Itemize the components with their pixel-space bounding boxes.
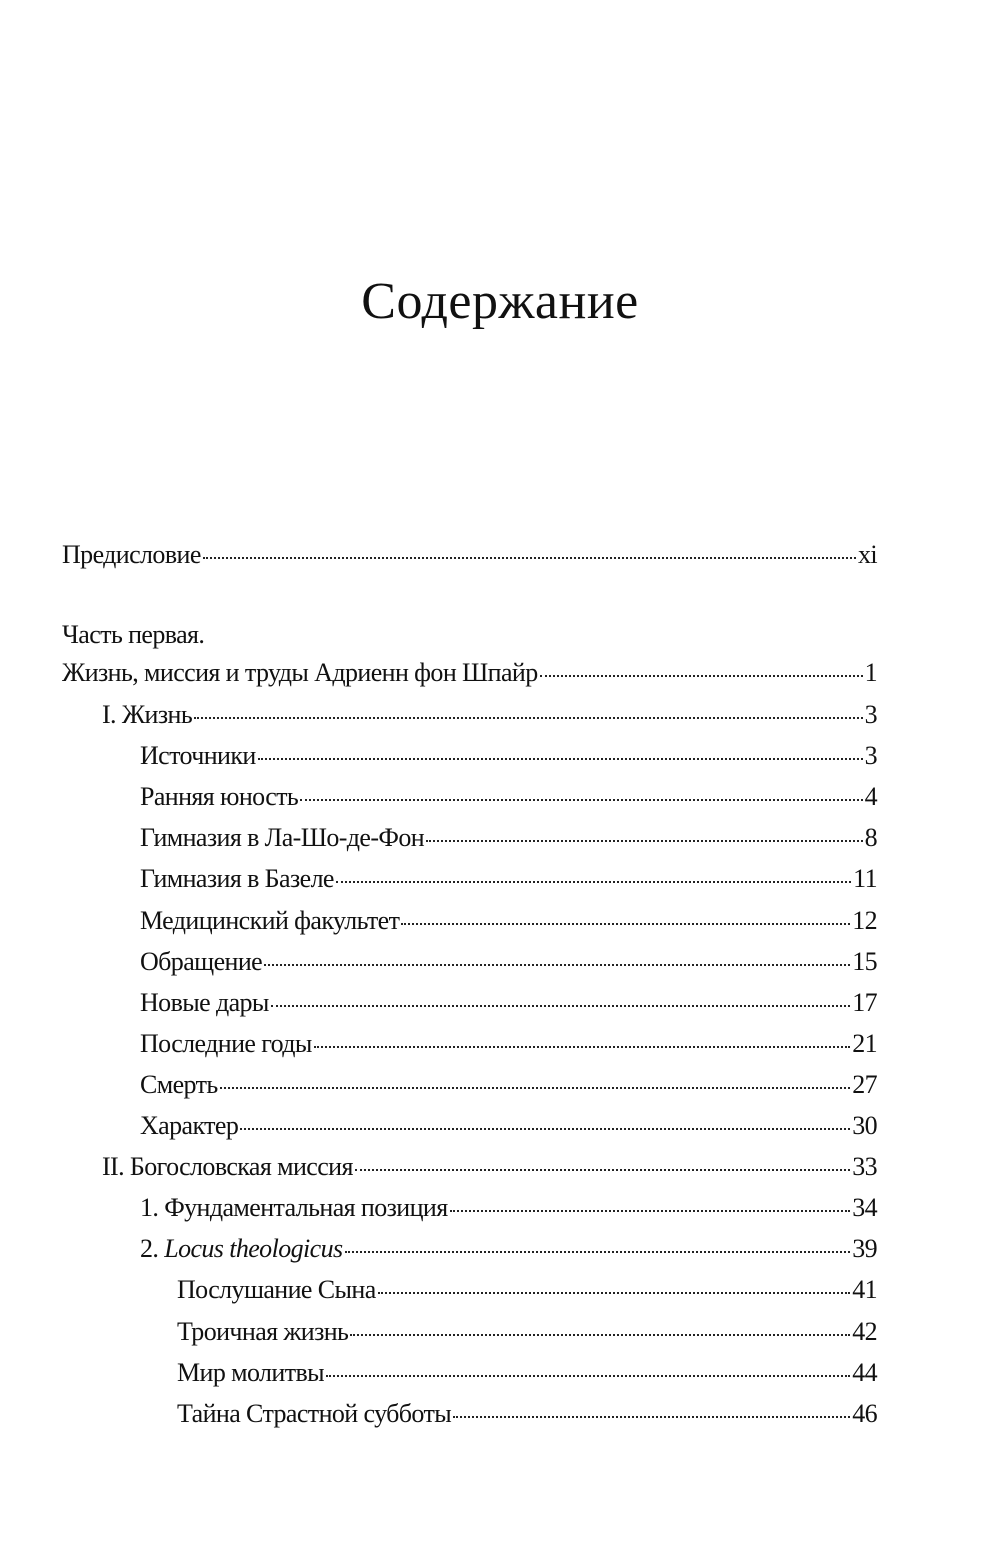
toc-entry-text: Послушание Сына: [177, 1275, 376, 1305]
toc-entry[interactable]: [62, 782, 877, 816]
toc-entry[interactable]: [62, 947, 877, 981]
toc-page-number: 39: [852, 1234, 877, 1264]
toc-entry-text: II. Богословская миссия: [102, 1152, 353, 1182]
toc-entry-text: Медицинский факультет: [140, 905, 400, 935]
toc-page-number: 27: [852, 1069, 877, 1099]
toc-entry-label: [140, 741, 256, 771]
toc-page-number: 1: [864, 658, 877, 687]
toc-entry-label: [140, 1234, 343, 1264]
toc-entry-label: [140, 906, 399, 936]
toc-entry-text: Тайна Страстной субботы: [177, 1398, 452, 1428]
dot-leader: [450, 1210, 851, 1212]
page-title: Содержание: [361, 273, 639, 330]
toc-page-number: 42: [852, 1316, 877, 1346]
toc-entry-text: Источники: [140, 741, 256, 771]
toc-entry-text: 1. Фундаментальная позиция: [140, 1193, 448, 1223]
dot-leader: [426, 840, 863, 842]
toc-entry-part[interactable]: [62, 658, 877, 692]
toc-entry-label: [140, 782, 298, 812]
toc-entry-label: [177, 1358, 324, 1388]
toc-entry[interactable]: [62, 1234, 877, 1268]
toc-entry[interactable]: [62, 700, 877, 734]
toc-entry-text: Смерть: [140, 1069, 218, 1099]
part-heading: Часть первая.: [62, 620, 205, 649]
toc-page-number: 11: [853, 864, 877, 894]
toc-entry-text: Мир молитвы: [177, 1357, 325, 1387]
dot-leader: [271, 1005, 850, 1007]
dot-leader: [453, 1416, 850, 1418]
dot-leader: [258, 758, 863, 760]
toc-page-number: 12: [852, 905, 877, 935]
toc-entry-label: Предисловие: [62, 540, 201, 569]
dot-leader: [540, 675, 863, 677]
toc-page-number: 8: [864, 823, 877, 853]
toc-entry[interactable]: [62, 1399, 877, 1433]
toc-entry[interactable]: [62, 988, 877, 1022]
toc-entry-number: 2.: [140, 1234, 165, 1264]
toc-entry-text: Гимназия в Ла-Шо-де-Фон: [140, 823, 425, 853]
dot-leader: [345, 1251, 851, 1253]
toc-entry-label: [102, 1152, 353, 1182]
toc-page-number: 41: [852, 1275, 877, 1305]
toc-entry[interactable]: [62, 1317, 877, 1351]
toc-entry-text: Гимназия в Базеле: [140, 864, 334, 894]
dot-leader: [314, 1046, 850, 1048]
toc-entry[interactable]: [62, 1152, 877, 1186]
toc-entry-label: [140, 1111, 238, 1141]
toc-entry-label: [140, 1029, 312, 1059]
dot-leader: [326, 1375, 850, 1377]
toc-entry-label: [177, 1317, 348, 1347]
dot-leader: [300, 799, 862, 801]
toc-entry[interactable]: [62, 1358, 877, 1392]
toc-page-number: xi: [857, 540, 877, 569]
toc-entry[interactable]: [62, 741, 877, 775]
toc-entry[interactable]: [62, 1029, 877, 1063]
toc-entry-text: Новые дары: [140, 987, 269, 1017]
toc-entry[interactable]: [62, 864, 877, 898]
toc-page-number: 34: [852, 1193, 877, 1223]
toc-entry[interactable]: [62, 1070, 877, 1104]
toc-entry-text: Locus theologicus: [164, 1234, 343, 1264]
toc-entry-label: [102, 700, 192, 730]
toc-entry-label: [140, 864, 334, 894]
toc-entry[interactable]: [62, 1193, 877, 1227]
toc-page-number: 46: [852, 1398, 877, 1428]
toc-entry-label: [140, 1193, 448, 1223]
toc-entry-preface[interactable]: [62, 540, 877, 574]
toc-entry-text: Характер: [140, 1111, 239, 1140]
toc-page-number: 3: [864, 700, 877, 729]
toc-entry[interactable]: [62, 1275, 877, 1309]
dot-leader: [240, 1128, 850, 1130]
toc-entry-text: Ранняя юность: [140, 782, 299, 812]
toc-entry-text: I. Жизнь: [102, 700, 193, 729]
toc-page-number: 33: [852, 1152, 877, 1182]
dot-leader: [194, 717, 862, 719]
toc-entry[interactable]: [62, 823, 877, 857]
toc-page-number: 4: [864, 782, 877, 812]
dot-leader: [401, 923, 850, 925]
toc-page-number: 44: [852, 1357, 877, 1387]
toc-entry-text: Последние годы: [140, 1028, 312, 1058]
dot-leader: [203, 557, 856, 559]
dot-leader: [350, 1334, 850, 1336]
toc-entry-label: Жизнь, миссия и труды Адриенн фон Шпайр: [62, 658, 538, 687]
toc-entry[interactable]: [62, 1111, 877, 1145]
toc-entry-label: [140, 823, 424, 853]
toc-entry-label: [177, 1275, 376, 1305]
toc-entry[interactable]: [62, 906, 877, 940]
toc-page-number: 30: [852, 1111, 877, 1140]
toc-page-number: 3: [864, 741, 877, 771]
toc-entry-text: Троичная жизнь: [177, 1316, 349, 1346]
toc-entry-label: [140, 988, 269, 1018]
toc-page-number: 15: [852, 946, 877, 976]
toc-entry-label: [177, 1399, 451, 1429]
toc-page-number: 17: [852, 987, 877, 1017]
toc-page-number: 21: [852, 1028, 877, 1058]
dot-leader: [378, 1292, 851, 1294]
dot-leader: [355, 1169, 850, 1171]
dot-leader: [220, 1087, 851, 1089]
dot-leader: [264, 964, 850, 966]
toc-entry-label: [140, 1070, 218, 1100]
dot-leader: [336, 881, 851, 883]
toc-entry-text: Обращение: [140, 946, 263, 976]
toc-entry-label: [140, 947, 262, 977]
